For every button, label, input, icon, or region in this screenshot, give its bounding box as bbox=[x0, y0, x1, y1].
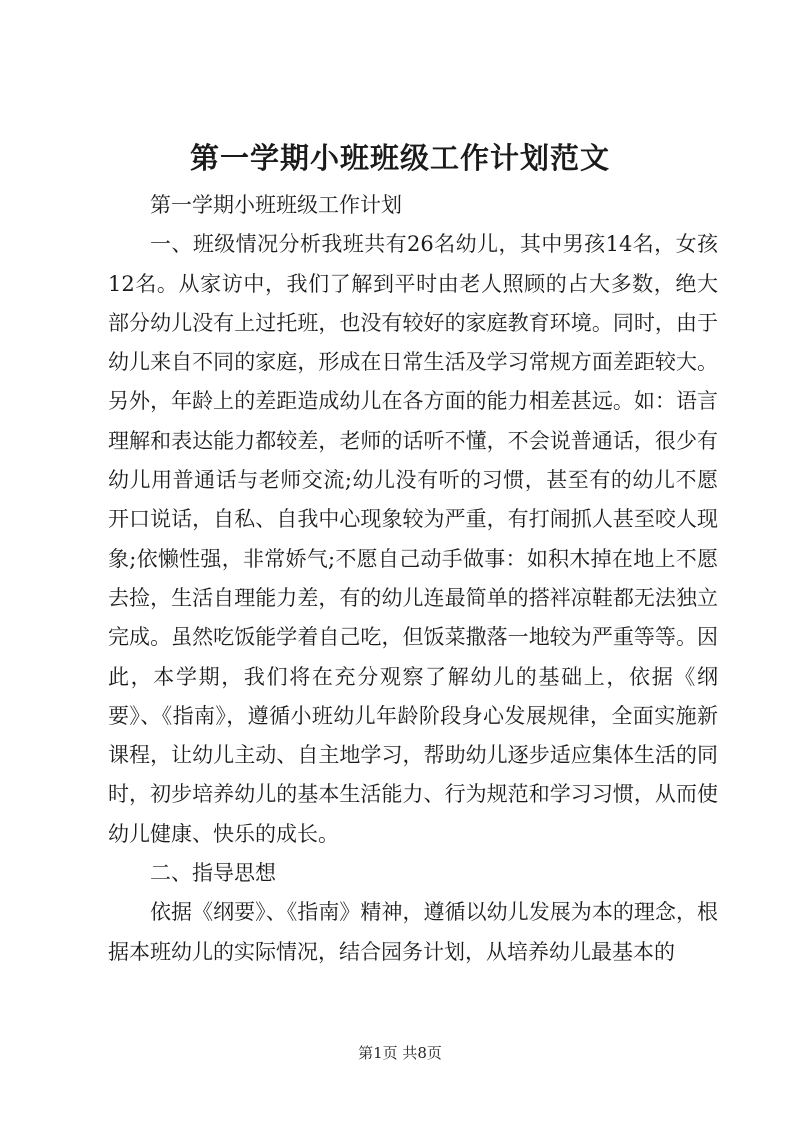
document-body bbox=[108, 186, 718, 972]
class-analysis-paragraph: 一、班级情况分析我班共有26名幼儿，其中男孩14名，女孩12名。从家访中，我们了解到平时由老人照顾的占大多数，绝大部分幼儿没有上过托班，也没有较好的家庭教育环境。同时，由于幼儿来自不同的家庭，形成在日常生活及学习常规方面差距较大。另外，年龄上的差距造成幼儿在各方面的能力相差甚远。如：语言理解和表达能力都较差，老师的话听不懂，不会说普通话，很少有幼儿用普通话与老师交流;幼儿没有听的习惯，甚至有的幼儿不愿开口说话，自私、自我中心现象较为严重，有打闹抓人甚至咬人现象;依懒性强，非常娇气;不愿自己动手做事：如积木掉在地上不愿去捡，生活自理能力差，有的幼儿连最简单的搭袢凉鞋都无法独立完成。虽然吃饭能学着自己吃，但饭菜撒落一地较为严重等等。因此，本学期，我们将在充分观察了解幼儿的基础上，依据《纲要》、《指南》，遵循小班幼儿年龄阶段身心发展规律，全面实施新课程，让幼儿主动、自主地学习，帮助幼儿逐步适应集体生活的同时，初步培养幼儿的基本生活能力、行为规范和学习习惯，从而使幼儿健康、快乐的成长。 bbox=[108, 232, 718, 846]
section-heading-guiding-ideology: 二、指导思想 bbox=[150, 861, 276, 886]
subtitle-paragraph: 第一学期小班班级工作计划 bbox=[150, 193, 402, 217]
page-number-footer: 第1页 共8页 bbox=[358, 1044, 442, 1062]
guiding-ideology-paragraph: 依据《纲要》、《指南》精神，遵循以幼儿发展为本的理念，根据本班幼儿的实际情况，结合园务计划，从培养幼儿最基本的 bbox=[108, 900, 718, 964]
document-title: 第一学期小班班级工作计划范文 bbox=[189, 141, 610, 175]
